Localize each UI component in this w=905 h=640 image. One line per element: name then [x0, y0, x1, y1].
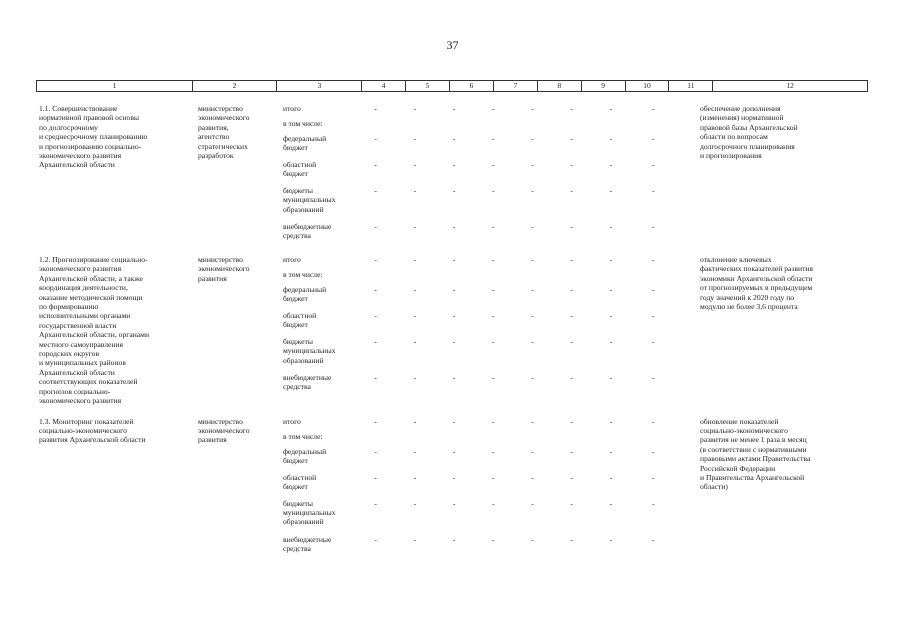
funding-source-label-line: бюджет: [283, 320, 308, 330]
value-dash: -: [570, 255, 573, 264]
funding-source-label: [280, 160, 356, 186]
value-dash: -: [531, 446, 534, 456]
value-dash: -: [651, 186, 655, 195]
funding-source-label: [280, 134, 356, 160]
value-dash: -: [651, 104, 655, 113]
funding-source-row: [280, 499, 676, 535]
expected-result-line: Российской Федерации: [700, 463, 776, 473]
value-dash: -: [531, 373, 534, 382]
funding-source-label: [280, 186, 356, 222]
value-dash: -: [374, 337, 377, 346]
value-dash: -: [492, 446, 495, 456]
executor-line: стратегических: [198, 141, 248, 151]
funding-source-label-line: федеральный: [283, 446, 327, 456]
value-dash: -: [492, 416, 495, 426]
measure-name: [36, 104, 196, 244]
value-dash: -: [374, 285, 377, 294]
expected-result-line: области): [700, 482, 728, 492]
value-dash: -: [531, 160, 534, 169]
measure-name-line: Архангельской области: [39, 367, 115, 377]
measure-name-line: нормативной правовой основы: [39, 113, 140, 123]
value-dash: -: [609, 285, 613, 294]
measure-name-line: соответствующих показателей: [39, 377, 138, 387]
measure-name-line: экономического развития: [39, 264, 122, 274]
expected-result-line: области по вопросам: [700, 132, 768, 142]
value-dash: -: [609, 311, 613, 320]
funding-source-label-line: образований: [283, 204, 324, 214]
funding-sources: [280, 104, 676, 244]
funding-source-label: [280, 447, 356, 473]
measure-name-line: Архангельской области, органами: [39, 330, 150, 340]
value-dash: -: [413, 416, 417, 426]
funding-source-label: [280, 499, 356, 535]
value-dash: -: [531, 285, 534, 294]
value-dash: -: [570, 498, 573, 508]
page-number: 37: [446, 38, 459, 52]
funding-source-label-line: муниципальных: [283, 507, 336, 517]
executor-line: экономического: [198, 264, 250, 274]
expected-result-line: году значений к 2020 году по: [700, 292, 795, 302]
column-header-11: 11: [668, 81, 712, 91]
value-dash: -: [413, 373, 417, 382]
value-dash: -: [374, 160, 377, 169]
value-dash: -: [531, 255, 534, 264]
measure-name-line: и прогнозированию социально-: [39, 141, 142, 151]
column-header-6: 6: [449, 81, 493, 91]
value-dash: -: [374, 255, 377, 264]
measure-name: [36, 417, 196, 557]
funding-source-label-line: внебюджетные: [283, 534, 332, 544]
funding-source-label: [280, 270, 365, 285]
funding-source-row: [280, 373, 676, 395]
value-dash: -: [374, 186, 377, 195]
value-dash: -: [413, 255, 417, 264]
measure-name-line: и муниципальных районов: [39, 358, 126, 368]
value-dash: -: [570, 416, 573, 426]
value-dash: -: [413, 498, 417, 508]
value-dash: -: [413, 134, 417, 143]
value-dash: -: [609, 160, 613, 169]
expected-result-line: фактических показателей развития: [700, 264, 813, 274]
value-dash: -: [651, 285, 655, 294]
value-dash: -: [531, 134, 534, 143]
column-header-8: 8: [537, 81, 581, 91]
value-dash: -: [413, 160, 417, 169]
column-header-4: 4: [361, 81, 405, 91]
executor-line: разработок: [198, 151, 234, 161]
value-dash: -: [531, 222, 534, 231]
funding-source-label-line: бюджет: [283, 294, 308, 304]
value-dash: -: [531, 472, 534, 482]
measure-name-line: развития Архангельской области: [39, 435, 146, 445]
column-header-7: 7: [493, 81, 537, 91]
expected-result-line: модулю не более 3,6 процента: [700, 302, 798, 312]
value-dash: -: [651, 255, 655, 264]
funding-source-label-line: бюджет: [283, 481, 308, 491]
value-dash: -: [374, 311, 377, 320]
value-dash: -: [651, 311, 655, 320]
value-dash: -: [492, 472, 495, 482]
value-dash: -: [570, 311, 573, 320]
value-dash: -: [492, 498, 495, 508]
column-header-1: 1: [112, 81, 117, 90]
funding-sources: [280, 255, 676, 406]
value-dash: -: [651, 446, 655, 456]
value-dash: -: [374, 534, 377, 544]
value-dash: -: [452, 222, 456, 231]
value-dash: -: [452, 255, 456, 264]
value-dash: -: [609, 534, 613, 544]
value-dash: -: [452, 498, 456, 508]
value-dash: -: [492, 255, 495, 264]
measure-name-line: по долгосрочному: [39, 122, 98, 132]
value-dash: -: [452, 104, 456, 113]
measure-name-line: 1.1. Совершенствование: [39, 104, 118, 113]
funding-source-label-line: бюджеты: [283, 186, 313, 195]
funding-source-label: [280, 311, 356, 337]
funding-source-row: [280, 270, 676, 285]
value-dash: -: [531, 104, 534, 113]
funding-source-label-line: средства: [283, 231, 311, 241]
funding-source-row: [280, 417, 676, 432]
value-dash: -: [413, 104, 417, 113]
measure-name-line: прогнозов социально-: [39, 386, 111, 396]
value-dash: -: [452, 472, 456, 482]
measure-name-line: оказание методической помощи: [39, 292, 143, 302]
value-dash: -: [570, 337, 573, 346]
funding-source-label-line: образований: [283, 355, 324, 365]
measure-name-line: городских округов: [39, 349, 100, 359]
value-dash: -: [413, 186, 417, 195]
column-header-12: 12: [712, 81, 867, 91]
value-dash: -: [609, 255, 613, 264]
funding-source-label-line: бюджеты: [283, 337, 313, 346]
funding-source-label-line: средства: [283, 543, 311, 553]
value-dash: -: [651, 373, 655, 382]
value-dash: -: [452, 534, 456, 544]
funding-source-row: [280, 473, 676, 499]
funding-source-label-line: итого: [283, 255, 301, 264]
expected-result-line: правовыми актами Правительства: [700, 454, 811, 464]
value-dash: -: [492, 373, 495, 382]
value-dash: -: [492, 285, 495, 294]
funding-source-row: [280, 447, 676, 473]
funding-source-label: [280, 337, 356, 373]
funding-source-row: [280, 134, 676, 160]
value-dash: -: [609, 104, 613, 113]
table-header-row: [36, 80, 868, 92]
value-dash: -: [413, 446, 417, 456]
funding-source-label-line: федеральный: [283, 134, 327, 143]
value-dash: -: [531, 498, 534, 508]
value-dash: -: [531, 416, 534, 426]
funding-source-row: [280, 119, 676, 134]
value-dash: -: [609, 498, 613, 508]
measure-name-line: 1.3. Мониторинг показателей: [39, 416, 134, 426]
value-dash: -: [374, 446, 377, 456]
executor-line: экономического: [198, 113, 250, 123]
funding-source-label: [280, 285, 356, 311]
executor: [196, 255, 280, 406]
value-dash: -: [570, 186, 573, 195]
value-dash: -: [452, 160, 456, 169]
funding-source-label-line: муниципальных: [283, 346, 336, 356]
funding-source-label-line: в том числе:: [283, 119, 323, 128]
measure-name: [36, 255, 196, 406]
value-dash: -: [651, 160, 655, 169]
funding-sources: [280, 417, 676, 557]
funding-source-label: [280, 432, 365, 447]
value-dash: -: [570, 472, 573, 482]
executor: [196, 417, 280, 557]
value-dash: -: [531, 186, 534, 195]
expected-result-line: социально-экономического: [700, 425, 788, 435]
expected-result-line: и Правительства Архангельской: [700, 472, 805, 482]
value-dash: -: [374, 416, 377, 426]
funding-source-label-line: областной: [283, 472, 317, 482]
funding-source-label-line: в том числе:: [283, 270, 323, 279]
expected-result-line: обновление показателей: [700, 416, 779, 426]
expected-result-line: отклонение ключевых: [700, 255, 772, 264]
value-dash: -: [492, 104, 495, 113]
funding-source-label-line: муниципальных: [283, 195, 336, 205]
value-dash: -: [492, 186, 495, 195]
expected-result-line: от прогнозируемых в предыдущем: [700, 283, 813, 293]
value-dash: -: [609, 446, 613, 456]
funding-source-label: [280, 119, 365, 134]
value-dash: -: [413, 311, 417, 320]
expected-result-line: (изменения) нормативной: [700, 113, 784, 123]
expected-result: [676, 417, 868, 557]
value-dash: -: [531, 534, 534, 544]
funding-source-row: [280, 535, 676, 557]
value-dash: -: [609, 134, 613, 143]
funding-source-row: [280, 222, 676, 244]
funding-source-row: [280, 160, 676, 186]
executor-line: министерство: [198, 104, 243, 113]
expected-result-line: обеспечение дополнения: [700, 104, 781, 113]
value-dash: -: [609, 373, 613, 382]
measure-name-line: государственной власти: [39, 320, 117, 330]
expected-result: [676, 104, 868, 244]
value-dash: -: [492, 311, 495, 320]
value-dash: -: [452, 134, 456, 143]
value-dash: -: [651, 416, 655, 426]
column-header-10: 10: [625, 81, 669, 91]
measure-name-line: Архангельской области, а также: [39, 273, 143, 283]
value-dash: -: [570, 534, 573, 544]
value-dash: -: [452, 311, 456, 320]
value-dash: -: [609, 186, 613, 195]
value-dash: -: [374, 472, 377, 482]
funding-source-label-line: внебюджетные: [283, 373, 332, 382]
value-dash: -: [452, 373, 456, 382]
funding-source-row: [280, 337, 676, 373]
value-dash: -: [452, 285, 456, 294]
funding-source-label-line: областной: [283, 160, 317, 169]
measure-name-line: экономического развития: [39, 396, 122, 406]
expected-result-line: и прогнозирования: [700, 151, 762, 161]
funding-source-label: [280, 473, 356, 499]
value-dash: -: [570, 222, 573, 231]
value-dash: -: [651, 498, 655, 508]
funding-source-label-line: в том числе:: [283, 431, 323, 441]
funding-source-label: [280, 373, 356, 395]
value-dash: -: [570, 285, 573, 294]
measure-name-line: координация деятельности,: [39, 283, 128, 293]
value-dash: -: [651, 222, 655, 231]
value-dash: -: [492, 337, 495, 346]
value-dash: -: [570, 134, 573, 143]
column-header-2: 2: [192, 81, 277, 91]
value-dash: -: [570, 446, 573, 456]
executor-line: экономического: [198, 425, 250, 435]
funding-source-row: [280, 186, 676, 222]
value-dash: -: [609, 222, 613, 231]
funding-source-label: [280, 535, 356, 557]
funding-source-row: [280, 104, 676, 119]
funding-source-label-line: бюджеты: [283, 498, 313, 508]
funding-source-label-line: внебюджетные: [283, 222, 332, 231]
funding-source-label-line: образований: [283, 517, 324, 527]
value-dash: -: [570, 104, 573, 113]
value-dash: -: [609, 416, 613, 426]
value-dash: -: [452, 416, 456, 426]
value-dash: -: [492, 160, 495, 169]
measure-name-line: Архангельской области: [39, 160, 115, 170]
measure-name-line: экономического развития: [39, 151, 122, 161]
value-dash: -: [651, 337, 655, 346]
expected-result: [676, 255, 868, 406]
funding-source-label: [280, 222, 356, 244]
value-dash: -: [570, 373, 573, 382]
table-row: [36, 417, 868, 557]
funding-source-label-line: бюджет: [283, 169, 308, 179]
value-dash: -: [531, 337, 534, 346]
value-dash: -: [413, 337, 417, 346]
funding-source-row: [280, 285, 676, 311]
funding-source-label: [280, 104, 356, 119]
value-dash: -: [609, 337, 613, 346]
measure-name-line: по формированию: [39, 302, 99, 312]
value-dash: -: [492, 534, 495, 544]
funding-source-row: [280, 255, 676, 270]
value-dash: -: [609, 472, 613, 482]
value-dash: -: [452, 186, 456, 195]
column-header-3: 3: [276, 81, 361, 91]
column-header-5: 5: [405, 81, 449, 91]
value-dash: -: [452, 337, 456, 346]
value-dash: -: [651, 472, 655, 482]
value-dash: -: [570, 160, 573, 169]
funding-source-row: [280, 311, 676, 337]
value-dash: -: [531, 311, 534, 320]
expected-result-line: долгосрочного планирования: [700, 141, 795, 151]
value-dash: -: [374, 498, 377, 508]
funding-source-label-line: итого: [283, 104, 301, 113]
executor-line: развития,: [198, 122, 229, 132]
value-dash: -: [651, 134, 655, 143]
table-row: [36, 255, 868, 406]
executor: [196, 104, 280, 244]
executor-line: агентство: [198, 132, 230, 142]
value-dash: -: [413, 222, 417, 231]
expected-result-line: развития не менее 1 раза в месяц: [700, 435, 807, 445]
table-body: [36, 104, 868, 557]
value-dash: -: [413, 534, 417, 544]
column-header-9: 9: [581, 81, 625, 91]
value-dash: -: [492, 222, 495, 231]
value-dash: -: [374, 104, 377, 113]
executor-line: министерство: [198, 416, 243, 426]
funding-source-label-line: федеральный: [283, 285, 327, 294]
funding-source-label-line: итого: [283, 416, 301, 426]
measure-name-line: местного самоуправления: [39, 339, 123, 349]
funding-source-label-line: бюджет: [283, 455, 308, 465]
value-dash: -: [374, 222, 377, 231]
funding-source-row: [280, 432, 676, 447]
measure-name-line: 1.2. Прогнозирование социально-: [39, 255, 148, 264]
table-row: [36, 104, 868, 244]
measure-name-line: исполнительными органами: [39, 311, 131, 321]
program-table: [36, 80, 868, 557]
value-dash: -: [452, 446, 456, 456]
funding-source-label: [280, 417, 356, 432]
executor-line: развития: [198, 435, 227, 445]
expected-result-line: экономики Архангельской области: [700, 273, 813, 283]
funding-source-label: [280, 255, 356, 270]
measure-name-line: и среднесрочному планированию: [39, 132, 148, 142]
executor-line: развития: [198, 273, 227, 283]
funding-source-label-line: бюджет: [283, 143, 308, 153]
expected-result-line: правовой базы Архангельской: [700, 122, 798, 132]
measure-name-line: социально-экономического: [39, 425, 127, 435]
value-dash: -: [413, 285, 417, 294]
value-dash: -: [374, 134, 377, 143]
value-dash: -: [374, 373, 377, 382]
expected-result-line: (в соответствии с нормативными: [700, 444, 807, 454]
value-dash: -: [492, 134, 495, 143]
value-dash: -: [413, 472, 417, 482]
funding-source-label-line: средства: [283, 382, 311, 392]
funding-source-label-line: областной: [283, 311, 317, 320]
value-dash: -: [651, 534, 655, 544]
executor-line: министерство: [198, 255, 243, 264]
